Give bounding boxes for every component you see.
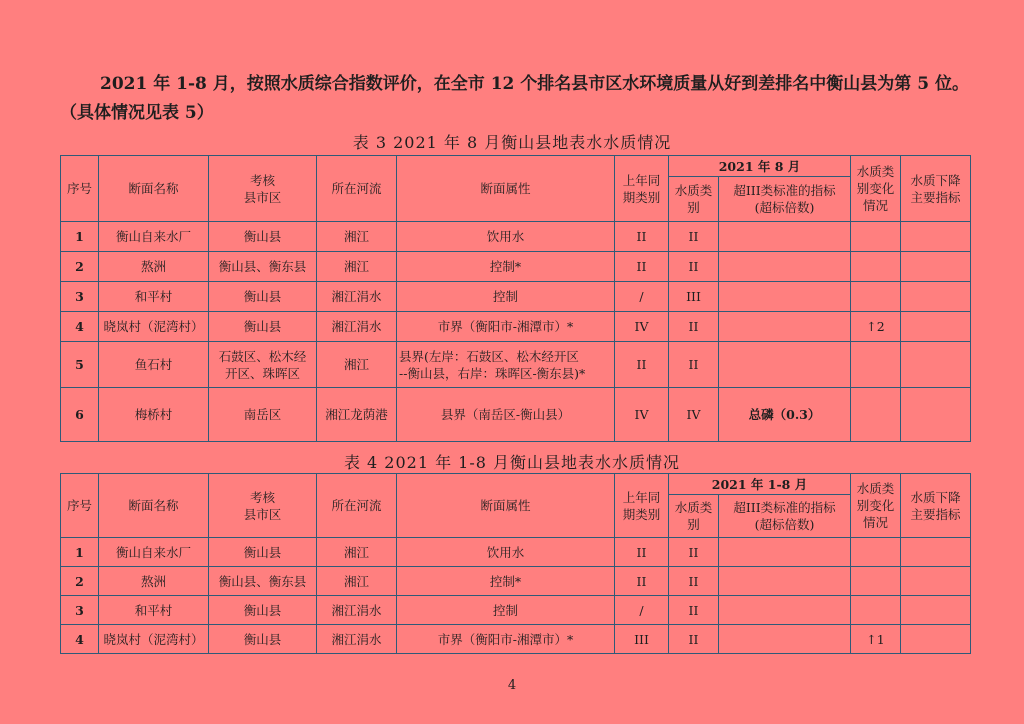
cell-quality: II bbox=[669, 625, 719, 654]
cell-last: II bbox=[615, 567, 669, 596]
cell-decline bbox=[901, 567, 971, 596]
cell-decline bbox=[901, 252, 971, 282]
cell-county: 衡山县 bbox=[209, 625, 317, 654]
cell-last: III bbox=[615, 625, 669, 654]
cell-attr: 市界（衡阳市-湘潭市）* bbox=[397, 625, 615, 654]
table3-body bbox=[61, 156, 971, 442]
cell-change: ↑1 bbox=[851, 625, 901, 654]
col-river-header: 所在河流 bbox=[317, 474, 397, 538]
table4 bbox=[60, 473, 971, 654]
col-change-header: 水质类 别变化 情况 bbox=[851, 474, 901, 538]
table4-title: 表 4 2021 年 1-8 月衡山县地表水水质情况 bbox=[343, 453, 681, 472]
cell-county: 石鼓区、松木经 开区、珠晖区 bbox=[209, 342, 317, 388]
cell-seq: 1 bbox=[61, 538, 99, 567]
cell-name: 晓岚村（泥湾村） bbox=[99, 625, 209, 654]
cell-decline bbox=[901, 222, 971, 252]
table-row bbox=[61, 342, 971, 388]
cell-name: 和平村 bbox=[99, 282, 209, 312]
intro-text: 2021 年 1-8 月，按照水质综合指数评价，在全市 12 个排名县市区水环境质量从好到差排名中衡山县为第 5 位。（具体情况见表 5） bbox=[60, 74, 969, 123]
cell-quality: II bbox=[669, 252, 719, 282]
cell-exceed: 总磷（0.3） bbox=[719, 388, 851, 442]
cell-attr: 饮用水 bbox=[397, 222, 615, 252]
cell-last: II bbox=[615, 538, 669, 567]
cell-change bbox=[851, 252, 901, 282]
table-row bbox=[61, 252, 971, 282]
cell-quality: IV bbox=[669, 388, 719, 442]
col-quality-header: 水质类 别 bbox=[669, 177, 719, 222]
cell-change bbox=[851, 282, 901, 312]
cell-exceed bbox=[719, 282, 851, 312]
cell-seq: 3 bbox=[61, 596, 99, 625]
col-lastyear-header: 上年同 期类别 bbox=[615, 474, 669, 538]
cell-change bbox=[851, 388, 901, 442]
cell-decline bbox=[901, 312, 971, 342]
cell-exceed bbox=[719, 538, 851, 567]
cell-last: II bbox=[615, 252, 669, 282]
cell-county: 衡山县 bbox=[209, 312, 317, 342]
col-river-header: 所在河流 bbox=[317, 156, 397, 222]
cell-quality: II bbox=[669, 342, 719, 388]
cell-seq: 5 bbox=[61, 342, 99, 388]
cell-last: / bbox=[615, 596, 669, 625]
cell-river: 湘江涓水 bbox=[317, 312, 397, 342]
period-header: 2021 年 1-8 月 bbox=[669, 474, 851, 495]
cell-quality: II bbox=[669, 538, 719, 567]
cell-county: 南岳区 bbox=[209, 388, 317, 442]
cell-river: 湘江 bbox=[317, 252, 397, 282]
cell-county: 衡山县、衡东县 bbox=[209, 252, 317, 282]
cell-name: 熬洲 bbox=[99, 567, 209, 596]
cell-change bbox=[851, 222, 901, 252]
cell-exceed bbox=[719, 342, 851, 388]
table3-title: 表 3 2021 年 8 月衡山县地表水水质情况 bbox=[352, 133, 672, 152]
cell-change bbox=[851, 342, 901, 388]
cell-attr: 控制* bbox=[397, 567, 615, 596]
col-change-header: 水质类 别变化 情况 bbox=[851, 156, 901, 222]
cell-attr: 县界(左岸：石鼓区、松木经开区 --衡山县，右岸：珠晖区-衡东县)* bbox=[397, 342, 615, 388]
cell-name: 晓岚村（泥湾村） bbox=[99, 312, 209, 342]
cell-seq: 3 bbox=[61, 282, 99, 312]
cell-county: 衡山县 bbox=[209, 596, 317, 625]
cell-name: 鱼石村 bbox=[99, 342, 209, 388]
cell-river: 湘江涓水 bbox=[317, 596, 397, 625]
cell-quality: II bbox=[669, 222, 719, 252]
cell-change bbox=[851, 567, 901, 596]
cell-seq: 1 bbox=[61, 222, 99, 252]
col-attr-header: 断面属性 bbox=[397, 474, 615, 538]
cell-river: 湘江涓水 bbox=[317, 282, 397, 312]
table-row bbox=[61, 222, 971, 252]
cell-name: 衡山自来水厂 bbox=[99, 222, 209, 252]
cell-exceed bbox=[719, 252, 851, 282]
cell-quality: II bbox=[669, 312, 719, 342]
col-county-header: 考核 县市区 bbox=[209, 156, 317, 222]
col-quality-header: 水质类 别 bbox=[669, 495, 719, 538]
cell-last: IV bbox=[615, 312, 669, 342]
col-seq-header: 序号 bbox=[61, 156, 99, 222]
cell-change bbox=[851, 596, 901, 625]
cell-name: 衡山自来水厂 bbox=[99, 538, 209, 567]
cell-attr: 县界（南岳区-衡山县） bbox=[397, 388, 615, 442]
cell-name: 梅桥村 bbox=[99, 388, 209, 442]
cell-seq: 4 bbox=[61, 625, 99, 654]
cell-river: 湘江 bbox=[317, 342, 397, 388]
cell-river: 湘江龙荫港 bbox=[317, 388, 397, 442]
cell-county: 衡山县 bbox=[209, 282, 317, 312]
cell-last: II bbox=[615, 222, 669, 252]
col-county-header: 考核 县市区 bbox=[209, 474, 317, 538]
cell-quality: II bbox=[669, 596, 719, 625]
cell-last: II bbox=[615, 342, 669, 388]
cell-seq: 4 bbox=[61, 312, 99, 342]
cell-seq: 2 bbox=[61, 252, 99, 282]
table-row bbox=[61, 282, 971, 312]
col-name-header: 断面名称 bbox=[99, 474, 209, 538]
table-row bbox=[61, 538, 971, 567]
cell-decline bbox=[901, 388, 971, 442]
cell-name: 和平村 bbox=[99, 596, 209, 625]
cell-last: IV bbox=[615, 388, 669, 442]
cell-exceed bbox=[719, 625, 851, 654]
cell-county: 衡山县、衡东县 bbox=[209, 567, 317, 596]
cell-decline bbox=[901, 282, 971, 312]
cell-river: 湘江 bbox=[317, 222, 397, 252]
cell-quality: III bbox=[669, 282, 719, 312]
period-header: 2021 年 8 月 bbox=[669, 156, 851, 177]
table-row bbox=[61, 388, 971, 442]
cell-decline bbox=[901, 538, 971, 567]
page-number: 4 bbox=[507, 678, 517, 693]
table-row bbox=[61, 625, 971, 654]
cell-change bbox=[851, 538, 901, 567]
cell-river: 湘江 bbox=[317, 538, 397, 567]
table3 bbox=[60, 155, 971, 442]
cell-decline bbox=[901, 625, 971, 654]
cell-attr: 市界（衡阳市-湘潭市）* bbox=[397, 312, 615, 342]
cell-seq: 2 bbox=[61, 567, 99, 596]
cell-name: 熬洲 bbox=[99, 252, 209, 282]
cell-county: 衡山县 bbox=[209, 222, 317, 252]
col-lastyear-header: 上年同 期类别 bbox=[615, 156, 669, 222]
cell-attr: 控制* bbox=[397, 252, 615, 282]
col-name-header: 断面名称 bbox=[99, 156, 209, 222]
cell-last: / bbox=[615, 282, 669, 312]
cell-attr: 控制 bbox=[397, 596, 615, 625]
table-row bbox=[61, 596, 971, 625]
cell-river: 湘江涓水 bbox=[317, 625, 397, 654]
cell-quality: II bbox=[669, 567, 719, 596]
col-exceed-header: 超III类标准的指标 (超标倍数) bbox=[719, 495, 851, 538]
col-seq-header: 序号 bbox=[61, 474, 99, 538]
table-row bbox=[61, 312, 971, 342]
cell-attr: 控制 bbox=[397, 282, 615, 312]
cell-seq: 6 bbox=[61, 388, 99, 442]
cell-change: ↑2 bbox=[851, 312, 901, 342]
cell-decline bbox=[901, 596, 971, 625]
cell-exceed bbox=[719, 222, 851, 252]
col-decline-header: 水质下降 主要指标 bbox=[901, 474, 971, 538]
col-attr-header: 断面属性 bbox=[397, 156, 615, 222]
cell-county: 衡山县 bbox=[209, 538, 317, 567]
table4-body bbox=[61, 474, 971, 654]
table-row bbox=[61, 567, 971, 596]
intro-paragraph bbox=[60, 70, 974, 128]
cell-decline bbox=[901, 342, 971, 388]
cell-exceed bbox=[719, 567, 851, 596]
cell-river: 湘江 bbox=[317, 567, 397, 596]
col-exceed-header: 超III类标准的指标 (超标倍数) bbox=[719, 177, 851, 222]
cell-attr: 饮用水 bbox=[397, 538, 615, 567]
col-decline-header: 水质下降 主要指标 bbox=[901, 156, 971, 222]
cell-exceed bbox=[719, 312, 851, 342]
cell-exceed bbox=[719, 596, 851, 625]
